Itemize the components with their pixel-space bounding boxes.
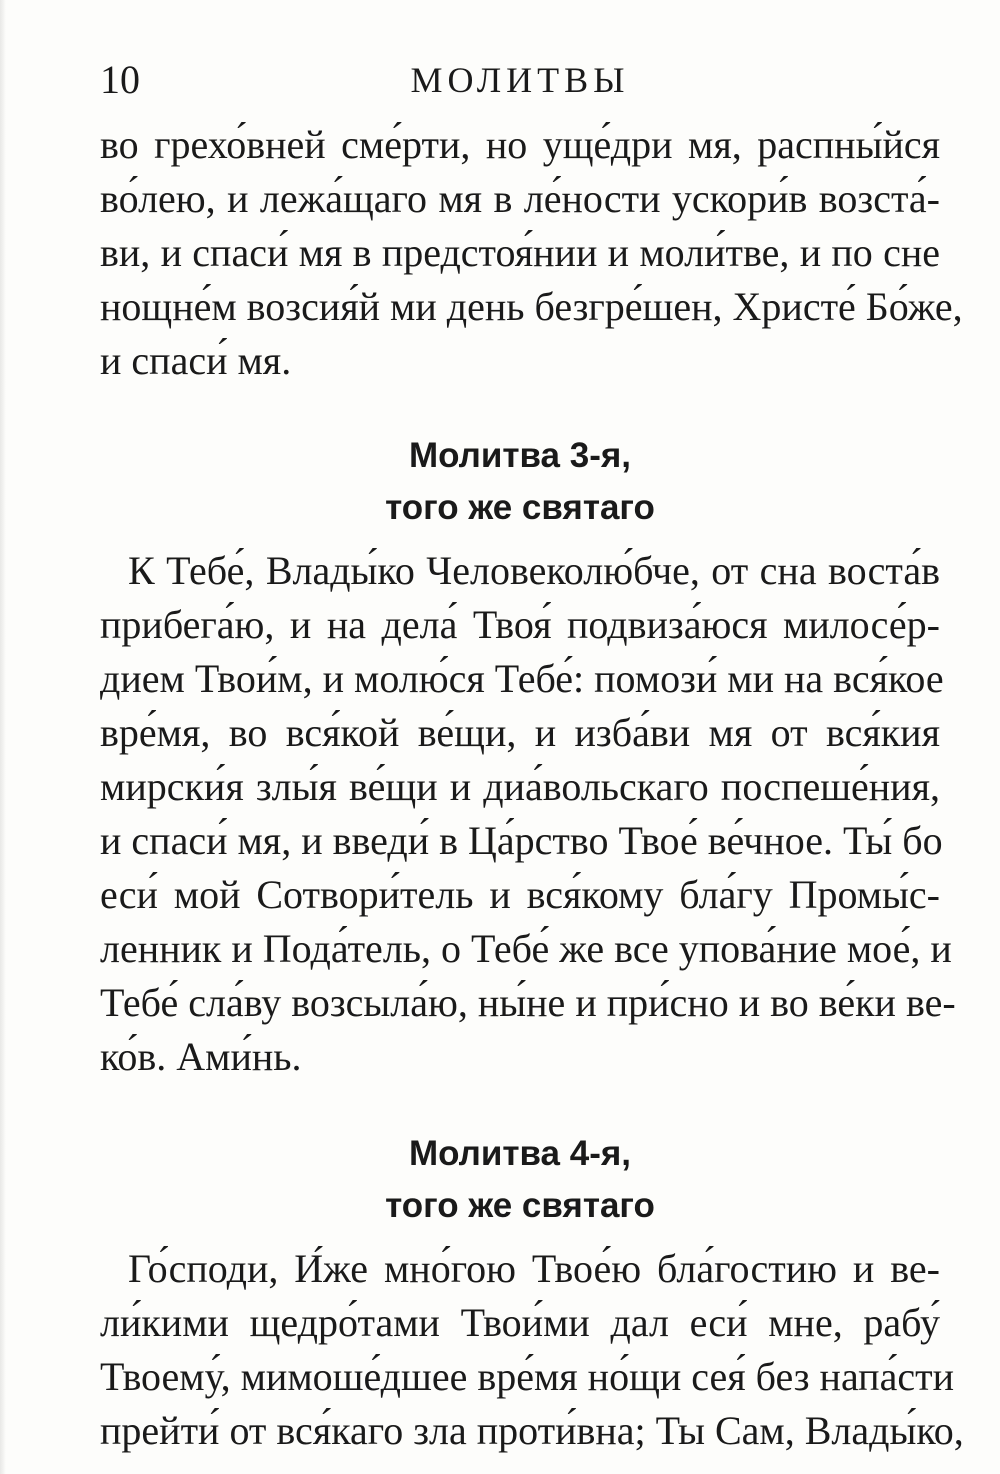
text-line: Го́споди, И́же мно́гою Твое́ю бла́гостию и ве- [128, 1246, 940, 1291]
page-number: 10 [100, 57, 140, 102]
text-line: ви, и спаси́ мя в предстоя́нии и моли́тве, и по сне [100, 230, 940, 275]
prayer-3-heading [100, 430, 940, 534]
text-line: мирски́я злы́я ве́щи и диа́вольскаго поспеше́ния, [100, 764, 940, 809]
text-line: нощне́м возсия́й ми день безгре́шен, Христе́ Бо́же, [100, 284, 963, 329]
text-line: дием Твои́м, и молю́ся Тебе́: помози́ ми на вся́кое [100, 656, 944, 701]
text-line: вре́мя, во вся́кой ве́щи, и изба́ви мя от вся́кия [100, 710, 940, 755]
page-header [100, 52, 940, 108]
text-line: прибега́ю, и на дела́ Твоя́ подвиза́юся милосе́р- [100, 602, 940, 647]
text-line: Тебе́ сла́ву возсыла́ю, ны́не и при́сно и во ве́ки ве- [100, 980, 956, 1025]
text-line: прейти́ от вся́каго зла проти́вна; Ты Сам, Влады́ко, [100, 1408, 964, 1453]
running-title: МОЛИТВЫ [410, 60, 630, 100]
prayer-4-heading [100, 1128, 940, 1232]
text-line: еси́ мой Сотвори́тель и вся́кому бла́гу Промы́с- [100, 872, 940, 917]
prayer-title: Молитва 3-я, [408, 436, 632, 475]
text-line: К Тебе́, Влады́ко Человеколю́бче, от сна воста́в [128, 548, 940, 593]
prayer-title: Молитва 4-я, [408, 1134, 632, 1173]
prayer-subtitle: того же святаго [385, 1186, 655, 1225]
text-line: ли́кими щедро́тами Твои́ми дал еси́ мне, рабу́ [100, 1300, 940, 1345]
continuation-paragraph [100, 118, 963, 388]
text-line: ленник и Пода́тель, о Тебе́ же все упова́ние мое́, и [100, 926, 952, 971]
prayer-3-text [100, 544, 956, 1084]
text-line: во грехо́вней сме́рти, но уще́дри мя, распны́йся [100, 122, 940, 167]
prayer-4-text [100, 1242, 964, 1458]
page-content [100, 118, 964, 1458]
text-line: ко́в. Ами́нь. [100, 1034, 302, 1079]
text-line: во́лею, и лежа́щаго мя в ле́ности ускори́в возста́- [100, 176, 940, 221]
text-line: и спаси́ мя, и введи́ в Ца́рство Твое́ ве́чное. Ты́ бо [100, 818, 943, 863]
text-line: и спаси́ мя. [100, 338, 292, 383]
prayer-subtitle: того же святаго [385, 488, 655, 527]
text-line: Твоему́, мимоше́дшее вре́мя но́щи сея́ без напа́сти [100, 1354, 954, 1399]
